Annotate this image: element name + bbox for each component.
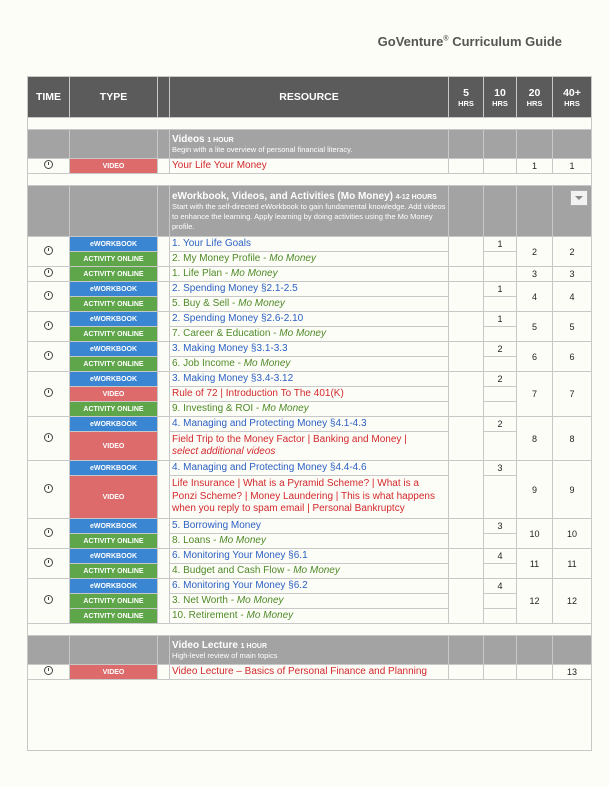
clock-icon bbox=[44, 484, 53, 493]
col-10hrs bbox=[484, 77, 517, 118]
type-badge: ACTIVITY ONLINE bbox=[70, 402, 158, 417]
resource-link[interactable]: 6. Job Income - Mo Money bbox=[170, 357, 449, 372]
type-badge: eWORKBOOK bbox=[70, 549, 158, 564]
h40-unit: HRS bbox=[564, 98, 580, 108]
resource-link[interactable]: 2. Spending Money §2.1-2.5 bbox=[170, 282, 449, 297]
filter-dropdown-icon[interactable] bbox=[570, 190, 588, 206]
cell-20: 2 bbox=[517, 237, 553, 267]
table-row bbox=[28, 357, 592, 372]
type-badge: eWORKBOOK bbox=[70, 312, 158, 327]
col-5hrs bbox=[449, 77, 484, 118]
type-badge: ACTIVITY ONLINE bbox=[70, 357, 158, 372]
resource-link[interactable]: 5. Borrowing Money bbox=[170, 519, 449, 534]
cell-10: 4 bbox=[484, 579, 517, 594]
cell-20: 10 bbox=[517, 519, 553, 549]
resource-link[interactable]: Life Insurance | What is a Pyramid Scheme? | What is a Ponzi Scheme? | Money Laundering | This is what happens when you reply to spam email | Personal Bankruptcy bbox=[170, 476, 449, 519]
type-badge: eWORKBOOK bbox=[70, 417, 158, 432]
type-badge: ACTIVITY ONLINE bbox=[70, 564, 158, 579]
table-row bbox=[28, 417, 592, 432]
resource-link[interactable]: Your Life Your Money bbox=[170, 159, 449, 174]
spacer-row bbox=[28, 174, 592, 186]
cell-10: 4 bbox=[484, 549, 517, 564]
resource-link[interactable]: 3. Making Money §3.4-3.12 bbox=[170, 372, 449, 387]
resource-link[interactable]: 6. Monitoring Your Money §6.1 bbox=[170, 549, 449, 564]
cell-10: 2 bbox=[484, 372, 517, 387]
h5-unit: HRS bbox=[458, 98, 474, 108]
cell-20: 3 bbox=[517, 267, 553, 282]
table-row bbox=[28, 476, 592, 519]
table-row bbox=[28, 282, 592, 297]
table-row bbox=[28, 327, 592, 342]
resource-link[interactable]: Field Trip to the Money Factor | Banking and Money | select additional videos bbox=[170, 432, 449, 461]
resource-link[interactable]: 1. Life Plan - Mo Money bbox=[170, 267, 449, 282]
h20-unit: HRS bbox=[526, 98, 543, 108]
cell-20: 8 bbox=[517, 417, 553, 461]
type-badge: VIDEO bbox=[70, 432, 158, 461]
h10-unit: HRS bbox=[492, 98, 508, 108]
h40-label: 40+ bbox=[563, 86, 581, 99]
resource-link[interactable]: 8. Loans - Mo Money bbox=[170, 534, 449, 549]
cell-40: 13 bbox=[553, 665, 592, 680]
table-row bbox=[28, 237, 592, 252]
type-badge: VIDEO bbox=[70, 476, 158, 519]
col-40hrs bbox=[553, 77, 592, 118]
section-hours: 1 HOUR bbox=[207, 136, 234, 144]
section-desc: High-level review of main topics bbox=[172, 650, 278, 660]
clock-icon bbox=[44, 268, 53, 277]
curriculum-table bbox=[27, 76, 592, 751]
clock-icon bbox=[44, 595, 53, 604]
section-desc: Start with the self-directed eWorkbook to gain fundamental knowledge. Add videos to enhance the learning. Apply learning by doing activities using the Mo Money profile. bbox=[172, 201, 446, 231]
clock-icon bbox=[44, 291, 53, 300]
cell-40: 10 bbox=[553, 519, 592, 549]
cell-20: 5 bbox=[517, 312, 553, 342]
cell-20: 11 bbox=[517, 549, 553, 579]
cell-40: 6 bbox=[553, 342, 592, 372]
section-desc: Begin with a lite overview of personal financial literacy. bbox=[172, 144, 353, 154]
empty-row bbox=[28, 680, 592, 751]
page-title bbox=[378, 34, 562, 49]
resource-link[interactable]: 3. Net Worth - Mo Money bbox=[170, 594, 449, 609]
type-badge: eWORKBOOK bbox=[70, 372, 158, 387]
table-row bbox=[28, 387, 592, 402]
table-row bbox=[28, 461, 592, 476]
table-row bbox=[28, 159, 592, 174]
col-blank bbox=[158, 77, 170, 118]
type-badge: eWORKBOOK bbox=[70, 237, 158, 252]
section-title: Videos bbox=[172, 133, 205, 145]
cell-20: 4 bbox=[517, 282, 553, 312]
cell-10: 3 bbox=[484, 519, 517, 534]
type-badge: VIDEO bbox=[70, 159, 158, 174]
title-brand: GoVenture bbox=[377, 34, 444, 49]
type-badge: ACTIVITY ONLINE bbox=[70, 594, 158, 609]
table-row bbox=[28, 519, 592, 534]
section-workbook bbox=[28, 186, 592, 237]
clock-icon bbox=[44, 558, 53, 567]
resource-link[interactable]: 4. Managing and Protecting Money §4.1-4.3 bbox=[170, 417, 449, 432]
h5-label: 5 bbox=[463, 86, 469, 99]
table-row bbox=[28, 594, 592, 609]
table-row bbox=[28, 564, 592, 579]
type-badge: eWORKBOOK bbox=[70, 461, 158, 476]
type-badge: eWORKBOOK bbox=[70, 282, 158, 297]
table-row bbox=[28, 549, 592, 564]
section-title: eWorkbook, Videos, and Activities (Mo Money) bbox=[172, 190, 393, 202]
cell-20: 1 bbox=[517, 159, 553, 174]
type-badge: ACTIVITY ONLINE bbox=[70, 267, 158, 282]
resource-link[interactable]: 2. Spending Money §2.6-2.10 bbox=[170, 312, 449, 327]
cell-10: 2 bbox=[484, 417, 517, 432]
header-row bbox=[28, 77, 592, 118]
table-row bbox=[28, 579, 592, 594]
h20-label: 20 bbox=[528, 86, 541, 99]
clock-icon bbox=[44, 528, 53, 537]
section-hours: 4-12 HOURS bbox=[395, 193, 437, 201]
clock-icon bbox=[44, 246, 53, 255]
resource-link[interactable]: 1. Your Life Goals bbox=[170, 237, 449, 252]
type-badge: eWORKBOOK bbox=[70, 579, 158, 594]
col-resource: RESOURCE bbox=[170, 77, 449, 118]
type-badge: eWORKBOOK bbox=[70, 342, 158, 357]
type-badge: VIDEO bbox=[70, 387, 158, 402]
resource-link[interactable]: 2. My Money Profile - Mo Money bbox=[170, 252, 449, 267]
cell-40: 1 bbox=[553, 159, 592, 174]
cell-10: 1 bbox=[484, 312, 517, 327]
cell-40: 8 bbox=[553, 417, 592, 461]
resource-link[interactable]: 7. Career & Education - Mo Money bbox=[170, 327, 449, 342]
resource-link[interactable]: Video Lecture – Basics of Personal Finance and Planning bbox=[170, 665, 449, 680]
clock-icon bbox=[44, 321, 53, 330]
cell-40: 4 bbox=[553, 282, 592, 312]
table-row bbox=[28, 267, 592, 282]
cell-40: 12 bbox=[553, 579, 592, 624]
cell-20: 7 bbox=[517, 372, 553, 417]
type-badge: eWORKBOOK bbox=[70, 519, 158, 534]
cell-20: 9 bbox=[517, 461, 553, 519]
col-type: TYPE bbox=[70, 77, 158, 118]
type-badge: VIDEO bbox=[70, 665, 158, 680]
table-row bbox=[28, 665, 592, 680]
cell-20: 12 bbox=[517, 579, 553, 624]
table-row bbox=[28, 372, 592, 387]
cell-40: 5 bbox=[553, 312, 592, 342]
type-badge: ACTIVITY ONLINE bbox=[70, 534, 158, 549]
resource-link[interactable]: Rule of 72 | Introduction To The 401(K) bbox=[170, 387, 449, 402]
clock-icon bbox=[44, 666, 53, 675]
section-hours: 1 HOUR bbox=[240, 642, 268, 650]
clock-icon bbox=[44, 160, 53, 169]
cell-40: 9 bbox=[553, 461, 592, 519]
table-row bbox=[28, 312, 592, 327]
table-row bbox=[28, 252, 592, 267]
registered-mark: ® bbox=[443, 35, 449, 43]
spacer-row bbox=[28, 624, 592, 636]
section-title: Video Lecture bbox=[172, 639, 238, 651]
table-row bbox=[28, 342, 592, 357]
clock-icon bbox=[44, 388, 53, 397]
cell-40: 11 bbox=[553, 549, 592, 579]
resource-link[interactable]: 5. Buy & Sell - Mo Money bbox=[170, 297, 449, 312]
type-badge: ACTIVITY ONLINE bbox=[70, 252, 158, 267]
table-row bbox=[28, 432, 592, 461]
spacer-row bbox=[28, 118, 592, 130]
table-row bbox=[28, 609, 592, 624]
table-row bbox=[28, 297, 592, 312]
title-suffix: Curriculum Guide bbox=[448, 34, 562, 49]
resource-link[interactable]: 9. Investing & ROI - Mo Money bbox=[170, 402, 449, 417]
clock-icon bbox=[44, 351, 53, 360]
section-videos bbox=[28, 130, 592, 159]
table-row bbox=[28, 402, 592, 417]
section-lecture bbox=[28, 636, 592, 665]
col-time: TIME bbox=[28, 77, 70, 118]
cell-10: 1 bbox=[484, 282, 517, 297]
resource-link[interactable]: 6. Monitoring Your Money §6.2 bbox=[170, 579, 449, 594]
cell-10: 3 bbox=[484, 461, 517, 476]
clock-icon bbox=[44, 433, 53, 442]
table-row bbox=[28, 534, 592, 549]
type-badge: ACTIVITY ONLINE bbox=[70, 297, 158, 312]
h10-label: 10 bbox=[494, 86, 506, 99]
cell-40: 7 bbox=[553, 372, 592, 417]
cell-20: 6 bbox=[517, 342, 553, 372]
resource-link[interactable]: 4. Managing and Protecting Money §4.4-4.6 bbox=[170, 461, 449, 476]
resource-link[interactable]: 4. Budget and Cash Flow - Mo Money bbox=[170, 564, 449, 579]
type-badge: ACTIVITY ONLINE bbox=[70, 609, 158, 624]
resource-link[interactable]: 10. Retirement - Mo Money bbox=[170, 609, 449, 624]
resource-link[interactable]: 3. Making Money §3.1-3.3 bbox=[170, 342, 449, 357]
type-badge: ACTIVITY ONLINE bbox=[70, 327, 158, 342]
cell-10: 1 bbox=[484, 237, 517, 252]
cell-40: 2 bbox=[553, 237, 592, 267]
cell-10: 2 bbox=[484, 342, 517, 357]
col-20hrs bbox=[517, 77, 553, 118]
cell-40: 3 bbox=[553, 267, 592, 282]
